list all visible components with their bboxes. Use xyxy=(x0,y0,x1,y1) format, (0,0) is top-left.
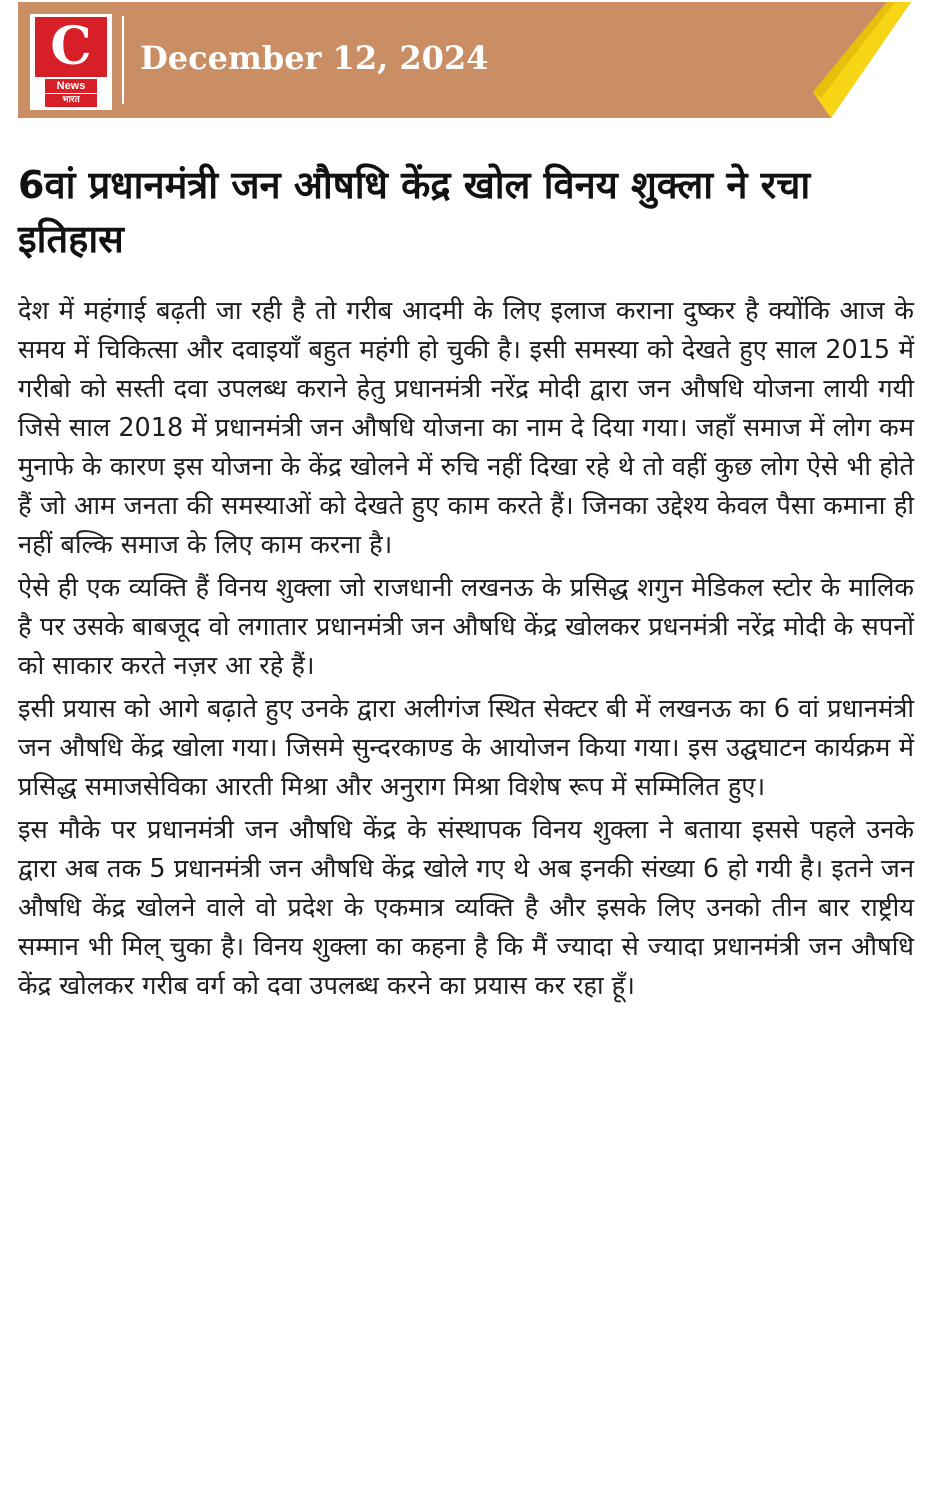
publish-date: December 12, 2024 xyxy=(140,39,489,77)
header-divider xyxy=(122,16,124,104)
page-curl-icon xyxy=(791,2,911,118)
article-paragraph: इसी प्रयास को आगे बढ़ाते हुए उनके द्वारा अलीगंज स्थित सेक्टर बी में लखनऊ का 6 वां प्रधानमंत्री जन औषधि केंद्र खोला गया। जिसमे सुन्दरकाण्ड के आयोजन किया गया। इस उद्घघाटन कार्यक्रम में प्रसिद्ध समाजसेविका आरती मिश्रा और अनुराग मिश्रा विशेष रूप में सम्मिलित हुए। xyxy=(18,694,914,802)
article-paragraph: ऐसे ही एक व्यक्ति हैं विनय शुक्ला जो राजधानी लखनऊ के प्रसिद्ध शगुन मेडिकल स्टोर के मालिक है पर उसके बाबजूद वो लगातार प्रधानमंत्री जन औषधि केंद्र खोलकर प्रधनमंत्री नरेंद्र मोदी के सपनों को साकार करते नज़र आ रहे हैं। xyxy=(18,573,914,681)
logo-bharat-text: भारत xyxy=(45,94,97,107)
logo-news-text: News xyxy=(45,79,97,93)
article-body xyxy=(18,292,914,1010)
article-paragraph: इस मौके पर प्रधानमंत्री जन औषधि केंद्र के संस्थापक विनय शुक्ला ने बताया इससे पहले उनके द्वारा अब तक 5 प्रधानमंत्री जन औषधि केंद्र खोले गए थे अब इनकी संख्या 6 हो गयी है। इतने जन औषधि केंद्र खोलने वाले वो प्रदेश के एकमात्र व्यक्ति है और इसके लिए उनको तीन बार राष्ट्रीय सम्मान भी मिल् चुका है। विनय शुक्ला का कहना है कि मैं ज्यादा से ज्यादा प्रधानमंत्री जन औषधि केंद्र खोलकर गरीब वर्ग को दवा उपलब्ध करने का प्रयास कर रहा हूँ। xyxy=(18,815,914,1001)
cnews-bharat-logo[interactable] xyxy=(30,14,112,110)
article-headline: 6वां प्रधानमंत्री जन औषधि केंद्र खोल विनय शुक्ला ने रचा इतिहास xyxy=(18,163,811,261)
header-band xyxy=(18,2,911,118)
article-paragraph: देश में महंगाई बढ़ती जा रही है तो गरीब आदमी के लिए इलाज कराना दुष्कर है क्योंकि आज के समय में चिकित्सा और दवाइयाँ बहुत महंगी हो चुकी है। इसी समस्या को देखते हुए साल 2015 में गरीबो को सस्ती दवा उपलब्ध कराने हेतु प्रधानमंत्री नरेंद्र मोदी द्वारा जन औषधि योजना लायी गयी जिसे साल 2018 में प्रधानमंत्री जन औषधि योजना का नाम दे दिया गया। जहाँ समाज में लोग कम मुनाफे के कारण इस योजना के केंद्र खोलने में रुचि नहीं दिखा रहे थे तो वहीं कुछ लोग ऐसे भी होते हैं जो आम जनता की समस्याओं को देखते हुए काम करते हैं। जिनका उद्देश्य केवल पैसा कमाना ही नहीं बल्कि समाज के लिए काम करना है। xyxy=(18,296,914,560)
logo-letter: C xyxy=(35,17,107,77)
